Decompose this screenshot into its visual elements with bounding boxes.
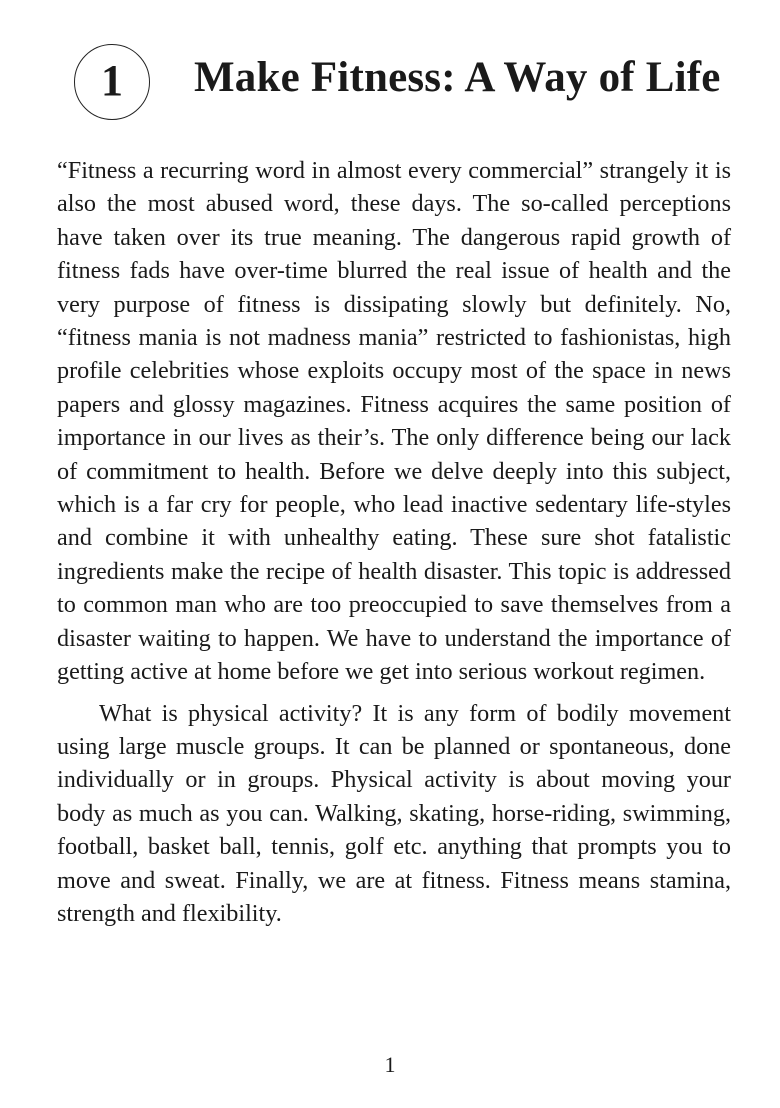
paragraph-2: What is physical activity? It is any form of bodily movement using large muscle groups. It can be planned or spontaneous, done individually or in groups. Physical activity is about moving your body as much as you can. Walking, skating, horse-riding, swimming, football, basket ball, tennis, golf etc. anything that prompts you to move and sweat. Finally, we are at fitness. Fitness means stamina, strength and flexibility. bbox=[57, 699, 731, 927]
page-number: 1 bbox=[384, 1052, 396, 1077]
chapter-title: Make Fitness: A Way of Life bbox=[194, 54, 721, 101]
chapter-header bbox=[72, 40, 732, 124]
paragraph-1: “Fitness a recurring word in almost every commercial” strangely it is also the most abused word, these days. The so-called perceptions have taken over its true meaning. The dangerous rapid growth of fitness fads have over-time blurred the real issue of health and the very purpose of fitness is dissipating slowly but definitely. No, “fitness mania is not madness mania” restricted to fashionistas, high profile celebrities whose exploits occupy most of the space in news papers and glossy magazines. Fitness acquires the same position of importance in our lives as their’s. The only difference being our lack of commitment to health. Before we delve deeply into this subject, which is a far cry for people, who lead inactive sedentary life-styles and combine it with unhealthy eating. These sure shot fatalistic ingredients make the recipe of health disaster. This topic is addressed to common man who are too preoccupied to save themselves from a disaster waiting to happen. We have to understand the importance of getting active at home before we get into serious workout regimen. bbox=[57, 157, 731, 686]
body-text bbox=[57, 154, 731, 930]
chapter-number: 1 bbox=[101, 56, 123, 105]
chapter-number-circle bbox=[74, 44, 150, 120]
